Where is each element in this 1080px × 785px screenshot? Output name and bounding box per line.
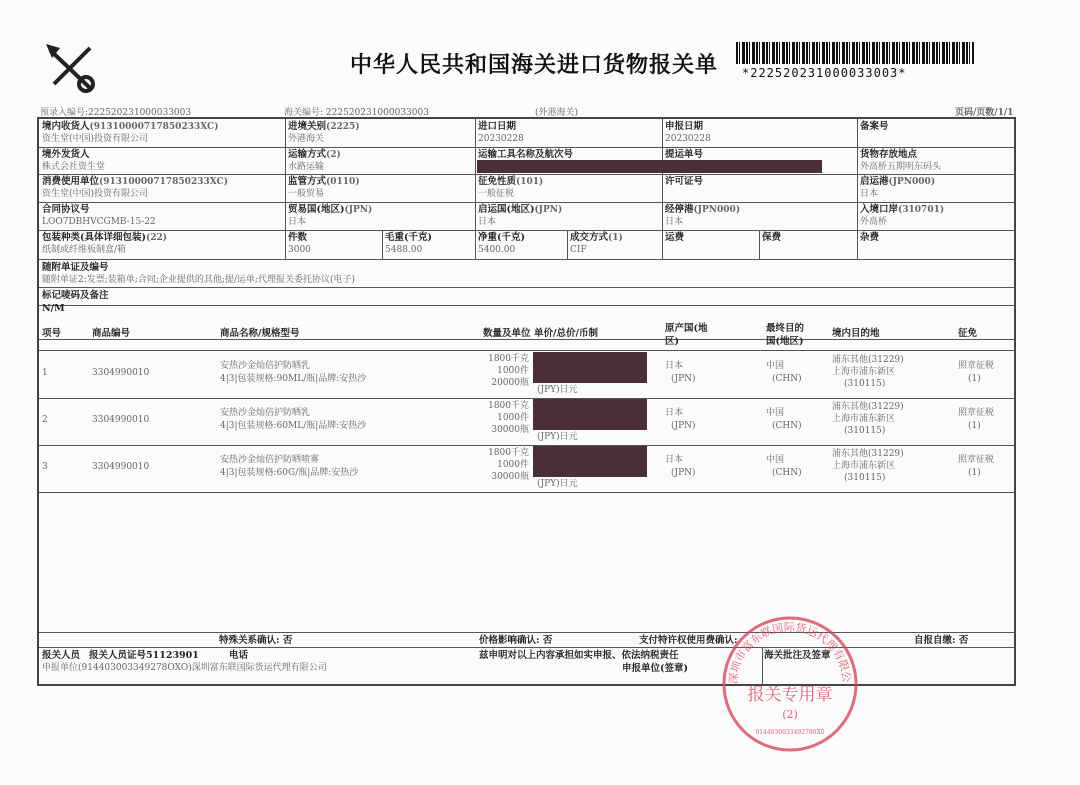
divider: [39, 632, 1016, 633]
goods-code: 3304990010: [92, 368, 150, 378]
field-code: (0110): [326, 177, 360, 187]
divider: [285, 174, 286, 202]
divider: [857, 147, 858, 174]
goods-name: 安热沙金灿倍护防晒喷雾: [220, 455, 320, 465]
redacted-price: [533, 446, 647, 477]
stamp-text: 9144030033492780X0: [755, 729, 825, 736]
field-label: 运输工具名称及航次号: [478, 149, 574, 160]
field-code: (JPN000): [693, 205, 741, 215]
field-value: 株式会社资生堂: [42, 162, 106, 172]
divider: [475, 202, 476, 230]
field-code: (91310000717850233XC): [89, 122, 219, 132]
divider: [39, 259, 1016, 260]
goods-quantity: 1000件: [497, 460, 529, 470]
goods-domestic: 浦东其他(31229): [832, 355, 904, 365]
goods-spec: 4|3|包装规格:90ML/瓶|品牌:安热沙: [220, 374, 367, 384]
goods-currency: (JPY)日元: [537, 385, 578, 395]
field-code: (101): [516, 177, 544, 187]
stamp-text: (2): [782, 708, 798, 721]
goods-destination: 中国: [766, 455, 785, 465]
goods-origin-code: (JPN): [671, 421, 696, 431]
goods-header: 原产国(地区): [665, 323, 708, 347]
goods-origin: 日本: [665, 455, 684, 465]
goods-duty-code: (1): [968, 468, 981, 478]
field-label: 件数: [288, 232, 308, 243]
goods-name: 安热沙金灿倍护防晒乳: [220, 408, 311, 418]
goods-header: 征免: [958, 328, 978, 339]
divider: [285, 147, 286, 174]
field-value: 日本: [478, 217, 497, 227]
divider: [475, 230, 476, 259]
field-label: 净重(千克): [478, 232, 525, 243]
self-pay: 自报自缴: 否: [914, 635, 969, 646]
goods-destination-code: (CHN): [772, 374, 802, 384]
divider: [39, 492, 1016, 493]
divider: [285, 230, 286, 259]
field-code: (91310000717850233XC): [99, 177, 228, 187]
goods-origin: 日本: [665, 408, 684, 418]
goods-currency: (JPY)日元: [537, 432, 578, 442]
goods-quantity: 1000件: [497, 413, 529, 423]
goods-domestic-district: 上海市浦东新区: [832, 367, 896, 377]
divider: [857, 119, 858, 147]
divider: [39, 305, 1016, 306]
field-value: 5488.00: [385, 245, 423, 255]
goods-item-no: 2: [42, 415, 48, 425]
phone-label: 电话: [229, 650, 249, 661]
field-label: 申报日期: [665, 121, 704, 132]
divider: [662, 230, 663, 259]
goods-item-no: 3: [42, 462, 48, 472]
field-value: 资生堂(中国)投资有限公司: [42, 134, 149, 144]
declarant-label: 报关人员: [42, 650, 81, 661]
field-label: 消费使用单位(91310000717850233XC): [42, 176, 228, 187]
field-value: 资生堂(中国)投资有限公司: [42, 189, 149, 199]
goods-quantity: 1800千克: [488, 448, 529, 458]
redacted-transport-info: [477, 160, 822, 173]
goods-destination-code: (CHN): [772, 468, 802, 478]
divider: [382, 230, 383, 259]
unit-seal-label: 申报单位(签章): [622, 663, 688, 674]
goods-quantity: 1800千克: [488, 401, 529, 411]
goods-duty-code: (1): [968, 421, 981, 431]
royalty-confirm: 支付特许权使用费确认:: [639, 635, 738, 646]
divider: [662, 202, 663, 230]
divider: [39, 350, 1016, 351]
field-label: 入境口岸(310701): [860, 204, 945, 215]
goods-name: 安热沙金灿倍护防晒乳: [220, 361, 311, 371]
declaring-unit: 申报单位(914403003349278OXO)深圳富东联国际货运代理有限公司: [42, 663, 327, 673]
field-label: 监管方式(0110): [288, 176, 360, 187]
goods-origin: 日本: [665, 361, 684, 371]
field-code: (JPN000): [888, 177, 936, 187]
goods-header: 项号: [42, 328, 62, 339]
document-title: 中华人民共和国海关进口货物报关单: [350, 53, 719, 78]
divider: [857, 174, 858, 202]
field-label: 征免性质(101): [478, 176, 544, 187]
price-influence: 价格影响确认: 否: [479, 635, 553, 646]
divider: [759, 230, 760, 259]
divider: [567, 230, 568, 259]
goods-quantity: 20000瓶: [491, 378, 529, 388]
stamp-text: 报关专用章: [747, 685, 833, 705]
field-code: (JPN): [534, 205, 563, 215]
goods-domestic-code: (310115): [844, 379, 886, 389]
redacted-price: [533, 399, 647, 430]
customs-number: 海关编号: 222520231000033003: [284, 108, 429, 118]
goods-quantity: 1800千克: [488, 354, 529, 364]
goods-quantity: 30000瓶: [491, 472, 529, 482]
field-code: (2225): [326, 122, 360, 132]
field-value: 一般贸易: [288, 189, 325, 199]
field-code: (22): [146, 233, 168, 243]
goods-header: 单价/总价/币制: [534, 328, 598, 339]
goods-duty: 照章征税: [958, 361, 995, 371]
divider: [39, 287, 1016, 288]
goods-origin-code: (JPN): [671, 374, 696, 384]
field-label: 毛重(千克): [385, 232, 432, 243]
field-value: 一般征税: [478, 189, 515, 199]
divider: [662, 174, 663, 202]
divider: [475, 147, 476, 174]
field-label: 备案号: [860, 121, 889, 132]
field-value: LOO7DBHVCGMB-15-22: [42, 217, 156, 227]
goods-code: 3304990010: [92, 415, 150, 425]
goods-domestic-code: (310115): [844, 426, 886, 436]
goods-currency: (JPY)日元: [537, 479, 578, 489]
goods-code: 3304990010: [92, 462, 150, 472]
attached-docs-label: 随附单证及编号: [42, 262, 109, 273]
field-label: 包装种类(具体详细包装)(22): [42, 232, 168, 243]
divider: [475, 119, 476, 147]
marks-value: N/M: [42, 303, 65, 314]
customs-office: (外港海关): [535, 108, 579, 118]
goods-header: 最终目的国(地区): [766, 323, 805, 347]
goods-destination-code: (CHN): [772, 421, 802, 431]
barcode-text: *222520231000033003*: [742, 66, 907, 80]
field-label: 运费: [665, 232, 685, 243]
field-label: 进口日期: [478, 121, 517, 132]
field-code: (1): [608, 233, 623, 243]
stamp-text: 深圳市富东联国际货运代理有限公: [726, 620, 854, 685]
goods-item-no: 1: [42, 368, 48, 378]
divider: [285, 202, 286, 230]
goods-duty-code: (1): [968, 374, 981, 384]
goods-domestic: 浦东其他(31229): [832, 402, 904, 412]
field-value: 3000: [288, 245, 311, 255]
page-number: 页码/页数/1/1: [955, 108, 1014, 118]
divider: [285, 119, 286, 147]
field-label: 杂费: [860, 232, 880, 243]
field-value: 水路运输: [288, 162, 325, 172]
goods-header: 境内目的地: [832, 328, 880, 339]
goods-domestic-code: (310115): [844, 473, 886, 483]
field-label: 启运港(JPN000): [860, 176, 936, 187]
goods-header: 商品名称/规格型号: [220, 328, 300, 339]
field-label: 运输方式(2): [288, 149, 341, 160]
goods-header: 商品编号: [92, 328, 131, 339]
field-value: 日本: [860, 189, 879, 199]
goods-quantity: 30000瓶: [491, 425, 529, 435]
field-label: 境外发货人: [42, 149, 90, 160]
special-relationship: 特殊关系确认: 否: [219, 635, 293, 646]
divider: [39, 445, 1016, 446]
field-value: 日本: [665, 217, 684, 227]
goods-spec: 4|3|包装规格:60G/瓶|品牌:安热沙: [220, 468, 359, 478]
declarant-id: 报关人员证号51123901: [89, 650, 199, 661]
field-value: 外高桥: [860, 217, 888, 227]
field-value: 20230228: [478, 134, 524, 144]
field-label: 启运国(地区)(JPN): [478, 204, 563, 215]
goods-destination: 中国: [766, 361, 785, 371]
field-value: 20230228: [665, 134, 711, 144]
field-label: 成交方式(1): [570, 232, 623, 243]
field-label: 合同协议号: [42, 204, 90, 215]
field-label: 货物存放地点: [860, 149, 918, 160]
field-code: (JPN): [344, 205, 373, 215]
customs-logo: [42, 40, 102, 95]
field-value: 外高桥五期明东码头: [860, 162, 942, 172]
field-label: 提运单号: [665, 149, 704, 160]
goods-duty: 照章征税: [958, 408, 995, 418]
field-value: CIF: [570, 245, 587, 255]
divider: [857, 202, 858, 230]
marks-label: 标记唛码及备注: [42, 290, 109, 301]
redacted-price: [533, 352, 647, 383]
field-label: 贸易国(地区)(JPN): [288, 204, 373, 215]
field-value: 纸制或纤维板制盒/箱: [42, 245, 127, 255]
field-label: 经停港(JPN000): [665, 204, 741, 215]
goods-domestic: 浦东其他(31229): [832, 449, 904, 459]
goods-destination: 中国: [766, 408, 785, 418]
field-code: (310701): [898, 205, 945, 215]
goods-quantity: 1000件: [497, 366, 529, 376]
field-label: 保费: [762, 232, 782, 243]
goods-domestic-district: 上海市浦东新区: [832, 414, 896, 424]
attached-docs-value: 随附单证2:发票;装箱单;合同;企业提供的其他;提/运单;代理报关委托协议(电子): [42, 275, 355, 285]
field-label: 进境关别(2225): [288, 121, 360, 132]
divider: [662, 119, 663, 147]
divider: [475, 174, 476, 202]
preentry-number: 预录入编号:222520231000033003: [40, 108, 192, 118]
goods-domestic-district: 上海市浦东新区: [832, 461, 896, 471]
customs-declaration-stamp: [715, 612, 865, 756]
field-value: 5400.00: [478, 245, 516, 255]
field-code: (2): [326, 150, 341, 160]
divider: [39, 398, 1016, 399]
field-value: 日本: [288, 217, 307, 227]
goods-header: 数量及单位: [483, 328, 531, 339]
barcode: [736, 42, 974, 64]
statement: 兹申明对以上内容承担如实申报、依法纳税责任: [479, 650, 679, 661]
goods-spec: 4|3|包装规格:60ML/瓶|品牌:安热沙: [220, 421, 367, 431]
customs-note-label: 海关批注及签章: [764, 650, 831, 661]
goods-origin-code: (JPN): [671, 468, 696, 478]
field-value: 外港海关: [288, 134, 325, 144]
divider: [857, 230, 858, 259]
goods-duty: 照章征税: [958, 455, 995, 465]
field-label: 许可证号: [665, 176, 704, 187]
declaration-table: [37, 117, 1016, 686]
divider: [39, 647, 1016, 648]
field-label: 境内收货人(91310000717850233XC): [42, 121, 219, 132]
